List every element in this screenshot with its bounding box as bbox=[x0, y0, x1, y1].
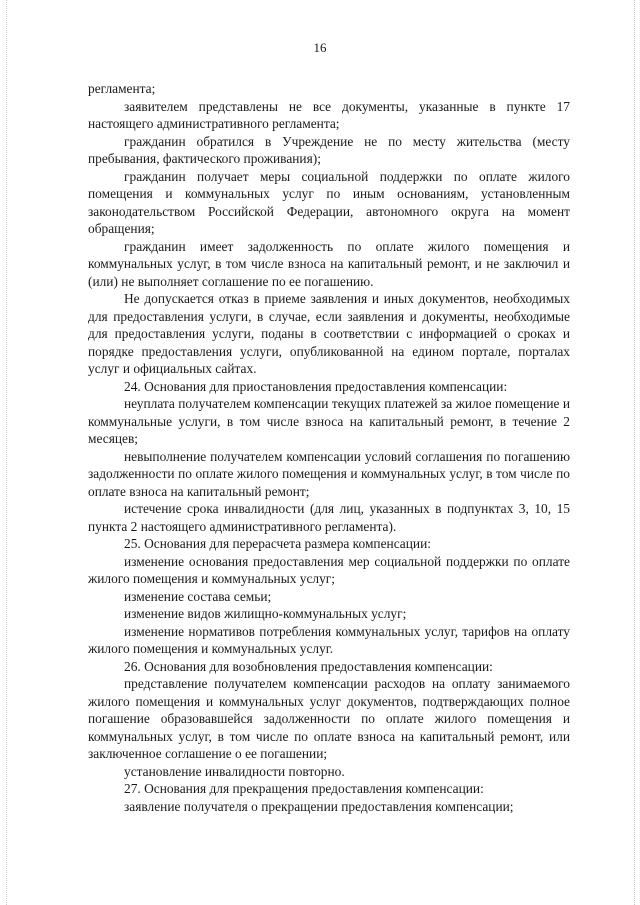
paragraph: заявление получателя о прекращении предоставления компенсации; bbox=[124, 798, 514, 814]
paragraph: истечение срока инвалидности (для лиц, указанных в подпунктах 3, 10, 15 пункта 2 настоящего административного регламента). bbox=[88, 501, 570, 534]
scan-edge-right bbox=[634, 0, 636, 905]
paragraph: заявителем представлены не все документы, указанные в пункте 17 настоящего административного регламента; bbox=[88, 98, 570, 131]
paragraph: гражданин обратился в Учреждение не по месту жительства (месту пребывания, фактического проживания); bbox=[88, 133, 570, 166]
page-number: 16 bbox=[313, 40, 327, 55]
section-heading-27: 27. Основания для прекращения предоставления компенсации: bbox=[124, 781, 484, 796]
paragraph: изменение видов жилищно-коммунальных услуг; bbox=[124, 606, 407, 621]
paragraph: Не допускается отказ в приеме заявления и иных документов, необходимых для предоставления услуги, в случае, если заявления и документы, необходимые для предоставления услуги, поданы в соответствии с информацией о сроках и порядке предоставления услуги, опубликованной на едином портале, порталах услуг и официальных сайтах. bbox=[88, 291, 570, 376]
section-heading-25: 25. Основания для перерасчета размера компенсации: bbox=[124, 536, 431, 551]
section-heading-24: 24. Основания для приостановления предоставления компенсации: bbox=[124, 378, 508, 394]
paragraph: установление инвалидности повторно. bbox=[124, 763, 345, 779]
paragraph: представление получателем компенсации расходов на оплату занимаемого жилого помещения и коммунальных услуг документов, подтверждающих полное погашение образовавшейся задолженности по оплате жилого помещения и коммунальных услуг, в том числе по оплате взноса на капитальный ремонт, или заключенное соглашение о ее погашении; bbox=[88, 676, 570, 761]
scan-edge-left bbox=[6, 0, 8, 905]
document-body bbox=[88, 80, 570, 815]
paragraph: неуплата получателем компенсации текущих платежей за жилое помещение и коммунальные услуги, в том числе взноса на капитальный ремонт, в течение 2 месяцев; bbox=[88, 396, 570, 446]
paragraph: изменение состава семьи; bbox=[124, 588, 272, 604]
paragraph: регламента; bbox=[88, 81, 156, 96]
paragraph: невыполнение получателем компенсации условий соглашения по погашению задолженности по оплате жилого помещения и коммунальных услуг, в том числе по оплате взноса на капитальный ремонт; bbox=[88, 448, 570, 499]
paragraph: гражданин получает меры социальной поддержки по оплате жилого помещения и коммунальных услуг по иным основаниям, установленным законодательством Российской Федерации, автономного округа на момент обращения; bbox=[88, 168, 570, 236]
paragraph: изменение основания предоставления мер социальной поддержки по оплате жилого помещения и коммунальных услуг; bbox=[88, 553, 570, 586]
paragraph: гражданин имеет задолженность по оплате жилого помещения и коммунальных услуг, в том числе взноса на капитальный ремонт, и не заключил и (или) не выполняет соглашение по ее погашению. bbox=[88, 238, 570, 289]
paragraph: изменение нормативов потребления коммунальных услуг, тарифов на оплату жилого помещения и коммунальных услуг. bbox=[88, 623, 570, 656]
section-heading-26: 26. Основания для возобновления предоставления компенсации: bbox=[124, 658, 493, 674]
